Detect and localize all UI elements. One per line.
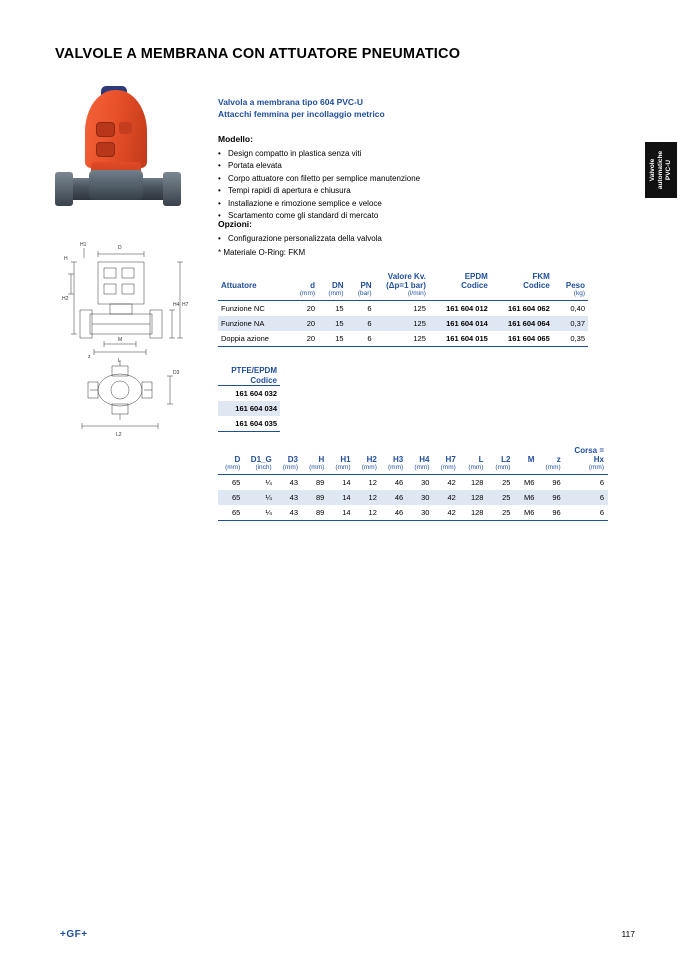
cell-z: 96 — [552, 508, 561, 517]
col-H2: H2 — [366, 455, 377, 464]
valve-union-left — [55, 172, 73, 206]
bullet-icon: • — [218, 234, 221, 243]
cell-H: 89 — [315, 478, 325, 487]
feature-text: Installazione e rimozione semplice e veloce — [228, 198, 382, 208]
unit-D: (mm) — [225, 464, 241, 471]
unit-kv: (l/min) — [407, 290, 426, 297]
bullet-icon: • — [218, 186, 221, 196]
svg-text:D: D — [118, 245, 122, 251]
svg-text:M: M — [118, 337, 123, 343]
col-attuatore: Attuatore — [221, 281, 257, 290]
cell-attuatore: Doppia azione — [221, 334, 269, 343]
section-tab-line3: PVC-U — [665, 159, 673, 181]
svg-text:H2: H2 — [62, 296, 69, 302]
cell-H7: 42 — [447, 493, 456, 502]
cell-D3: 43 — [289, 493, 298, 502]
cell-ptfe-codice: 161 604 035 — [235, 419, 277, 429]
table-row — [218, 475, 608, 491]
cell-D1_G: ¼ — [265, 478, 272, 487]
svg-text:L: L — [118, 358, 121, 364]
cell-kv: 125 — [413, 319, 426, 328]
cell-H1: 14 — [342, 493, 351, 502]
unit-dn: (mm) — [328, 290, 344, 297]
unit-fkm — [491, 290, 553, 301]
cell-d: 20 — [306, 304, 316, 313]
table-row — [218, 401, 280, 416]
cell-pn: 6 — [367, 319, 372, 328]
col-fkm-line1: FKM — [532, 272, 550, 281]
bullet-icon: • — [218, 173, 221, 183]
cell-H3: 46 — [394, 493, 404, 502]
options-list — [218, 233, 538, 245]
table-row — [218, 416, 280, 432]
cell-L: 128 — [470, 508, 484, 517]
cell-H7: 42 — [447, 508, 456, 517]
cell-epdm: 161 604 014 — [446, 319, 488, 328]
cell-corsa: 6 — [599, 478, 604, 487]
col-ptfe-line2: Codice — [250, 375, 277, 385]
oring-note: * Materiale O-Ring: FKM — [218, 248, 306, 257]
col-M: M — [527, 455, 535, 464]
feature-text: Tempi rapidi di apertura e chiusura — [228, 186, 351, 196]
unit-corsa: (mm) — [588, 464, 604, 471]
col-H4: H4 — [419, 455, 430, 464]
product-subtitle-line1: Valvola a membrana tipo 604 PVC-U — [218, 97, 364, 107]
unit-peso: (kg) — [573, 290, 585, 297]
cell-dn: 15 — [335, 334, 344, 343]
page-title: VALVOLE A MEMBRANA CON ATTUATORE PNEUMATICO — [55, 46, 461, 62]
cell-H3: 46 — [394, 478, 404, 487]
cell-fkm: 161 604 065 — [508, 334, 550, 343]
col-D: D — [234, 455, 241, 464]
col-L2: L2 — [501, 455, 511, 464]
cell-kv: 125 — [413, 334, 426, 343]
unit-L: (mm) — [468, 464, 484, 471]
svg-text:H7: H7 — [182, 302, 189, 308]
col-kv-line2: (Δp=1 bar) — [386, 281, 426, 290]
col-fkm — [491, 272, 553, 290]
col-ptfe-epdm — [218, 366, 280, 386]
cell-pn: 6 — [367, 334, 372, 343]
cell-D3: 43 — [289, 508, 298, 517]
list-item — [218, 185, 538, 197]
cell-H1: 14 — [342, 478, 351, 487]
cell-H4: 30 — [421, 478, 430, 487]
cell-H2: 12 — [368, 493, 377, 502]
table-row — [218, 490, 608, 505]
cell-L2: 25 — [502, 493, 511, 502]
col-fkm-line2: Codice — [523, 281, 550, 290]
feature-text: Scartamento come gli standard di mercato — [228, 210, 379, 220]
cell-z: 96 — [552, 478, 561, 487]
list-item — [218, 160, 538, 172]
section-tab — [645, 142, 677, 198]
unit-d: (mm) — [299, 290, 316, 297]
opzioni-heading: Opzioni: — [218, 219, 252, 229]
unit-attuatore — [218, 290, 290, 301]
valve-hub — [89, 170, 143, 200]
unit-H3: (mm) — [388, 464, 404, 471]
col-corsa: Corsa = Hx — [574, 446, 604, 464]
cell-corsa: 6 — [599, 493, 604, 502]
svg-text:L2: L2 — [116, 432, 122, 438]
cell-epdm: 161 604 012 — [446, 304, 488, 313]
col-epdm-line1: EPDM — [464, 272, 488, 281]
cell-kv: 125 — [413, 304, 426, 313]
unit-H7: (mm) — [440, 464, 456, 471]
col-kv-line1: Valore Kv. — [387, 272, 426, 281]
col-z: z — [556, 455, 561, 464]
col-D1_G: D1_G — [250, 455, 272, 464]
table-row — [218, 331, 588, 347]
cell-L2: 25 — [502, 478, 511, 487]
cell-L: 128 — [470, 478, 484, 487]
list-item — [218, 198, 538, 210]
cell-ptfe-codice: 161 604 034 — [235, 404, 277, 414]
cell-dn: 15 — [335, 319, 344, 328]
dimensions-table — [218, 446, 608, 521]
table-row — [218, 316, 588, 331]
cell-fkm: 161 604 064 — [508, 319, 550, 328]
col-H3: H3 — [392, 455, 404, 464]
col-pn: PN — [360, 281, 372, 290]
svg-text:H: H — [64, 256, 68, 262]
unit-z: (mm) — [545, 464, 561, 471]
cell-H4: 30 — [421, 508, 430, 517]
cell-corsa: 6 — [599, 508, 604, 517]
col-D3: D3 — [287, 455, 298, 464]
bullet-icon: • — [218, 149, 221, 158]
cell-L: 128 — [470, 493, 484, 502]
actuator-body — [85, 90, 147, 168]
bullet-icon: • — [218, 210, 221, 220]
table-row — [218, 301, 588, 317]
col-H: H — [318, 455, 325, 464]
list-item — [218, 210, 538, 222]
cell-z: 96 — [552, 493, 561, 502]
unit-D1_G: (inch) — [255, 464, 272, 471]
unit-H4: (mm) — [414, 464, 430, 471]
unit-H2: (mm) — [361, 464, 377, 471]
actuator-port-1 — [96, 122, 115, 137]
actuator-table — [218, 272, 588, 347]
table-header-row — [218, 446, 608, 464]
cell-peso: 0,40 — [570, 304, 585, 313]
option-text: Configurazione personalizzata della valvola — [228, 234, 382, 243]
section-tab-line2: automatiche — [656, 150, 664, 190]
col-epdm-line2: Codice — [461, 281, 488, 290]
cell-peso: 0,37 — [570, 319, 585, 328]
technical-drawing — [60, 240, 200, 445]
feature-text: Portata elevata — [228, 161, 282, 171]
cell-M: M6 — [524, 478, 535, 487]
cell-attuatore: Funzione NC — [221, 304, 265, 313]
col-d: d — [310, 281, 316, 290]
cell-pn: 6 — [367, 304, 372, 313]
feature-text: Design compatto in plastica senza viti — [228, 149, 362, 158]
table-header-row — [218, 366, 280, 386]
table-header-row — [218, 272, 588, 290]
list-item — [218, 148, 538, 160]
unit-H1: (mm) — [335, 464, 351, 471]
unit-D3: (mm) — [282, 464, 298, 471]
col-H7: H7 — [445, 455, 456, 464]
col-ptfe-line1: PTFE/EPDM — [231, 366, 277, 375]
product-subtitle-line2: Attacchi femmina per incollaggio metrico — [218, 109, 385, 120]
cell-D3: 43 — [289, 478, 298, 487]
drawing-svg — [60, 240, 200, 445]
modello-heading: Modello: — [218, 134, 253, 144]
table-unit-row — [218, 290, 588, 301]
col-peso: Peso — [565, 281, 585, 290]
list-item — [218, 233, 538, 245]
page-number: 117 — [621, 929, 635, 939]
cell-fkm: 161 604 062 — [508, 304, 550, 313]
ptfe-epdm-table — [218, 366, 280, 432]
cell-M: M6 — [524, 508, 535, 517]
cell-H4: 30 — [421, 493, 430, 502]
cell-D: 65 — [231, 478, 241, 487]
svg-text:H1: H1 — [80, 242, 87, 248]
cell-ptfe-codice: 161 604 032 — [235, 389, 277, 399]
svg-text:D3: D3 — [173, 370, 180, 376]
svg-text:z: z — [88, 354, 91, 360]
cell-L2: 25 — [502, 508, 511, 517]
table-row — [218, 505, 608, 521]
unit-L2: (mm) — [495, 464, 511, 471]
cell-epdm: 161 604 015 — [446, 334, 488, 343]
section-tab-line1: Valvole — [648, 158, 656, 182]
brand-logo: +GF+ — [60, 929, 88, 940]
cell-H2: 12 — [368, 478, 377, 487]
cell-H: 89 — [315, 493, 325, 502]
cell-D1_G: ¼ — [265, 493, 272, 502]
cell-M: M6 — [524, 493, 535, 502]
unit-pn: (bar) — [357, 290, 372, 297]
col-dn: DN — [331, 281, 344, 290]
feature-list — [218, 148, 538, 222]
cell-H7: 42 — [447, 478, 456, 487]
actuator-port-2 — [96, 142, 115, 157]
cell-peso: 0,35 — [570, 334, 585, 343]
product-subtitle — [218, 96, 548, 121]
table-unit-row — [218, 464, 608, 475]
section-tab-label — [649, 151, 673, 189]
unit-epdm — [429, 290, 491, 301]
cell-D: 65 — [231, 508, 241, 517]
bullet-icon: • — [218, 198, 221, 208]
cell-H: 89 — [315, 508, 325, 517]
col-kv — [375, 272, 429, 290]
cell-d: 20 — [306, 319, 316, 328]
cell-H1: 14 — [342, 508, 351, 517]
actuator-port-3 — [119, 122, 132, 134]
feature-text: Corpo attuatore con filetto per semplice manutenzione — [228, 173, 421, 183]
cell-d: 20 — [306, 334, 316, 343]
cell-H2: 12 — [368, 508, 377, 517]
col-L: L — [478, 455, 484, 464]
valve-union-right — [163, 172, 181, 206]
unit-H: (mm) — [309, 464, 325, 471]
list-item — [218, 173, 538, 185]
cell-dn: 15 — [335, 304, 344, 313]
cell-D1_G: ¼ — [265, 508, 272, 517]
col-epdm — [429, 272, 491, 290]
table-row — [218, 386, 280, 402]
cell-D: 65 — [231, 493, 241, 502]
bullet-icon: • — [218, 161, 221, 171]
cell-H3: 46 — [394, 508, 404, 517]
col-H1: H1 — [340, 455, 351, 464]
svg-text:H4: H4 — [173, 302, 180, 308]
product-photo — [55, 86, 205, 221]
unit-M — [514, 464, 538, 475]
cell-attuatore: Funzione NA — [221, 319, 265, 328]
